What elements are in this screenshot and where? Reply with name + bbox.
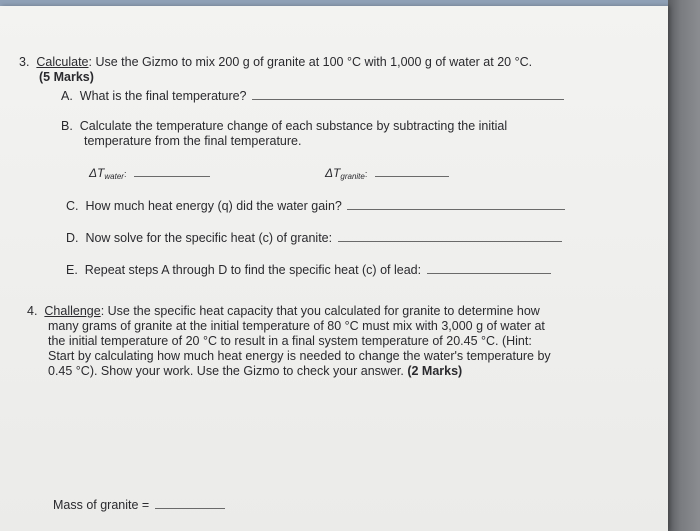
- q3-part-c: [66, 198, 565, 214]
- q4-marks: (2 Marks): [407, 364, 463, 378]
- q4-line-3: the initial temperature of 20 °C to result in a final system temperature of 20.45 °C. (Hint:: [48, 334, 532, 348]
- q3-a-letter: A.: [61, 89, 73, 103]
- q3-d-letter: D.: [66, 231, 79, 245]
- q3-c-letter: C.: [66, 199, 79, 213]
- q3-c-text: How much heat energy (q) did the water gain?: [85, 199, 342, 213]
- q4-label: Challenge: [44, 304, 101, 318]
- water-subscript: water: [104, 172, 124, 181]
- delta-granite-symbol: ΔT: [325, 166, 341, 180]
- q3-b-text-2: temperature from the final temperature.: [84, 134, 302, 148]
- delta-t-water-answer-line[interactable]: [134, 165, 210, 177]
- q3-header: [19, 55, 532, 70]
- background-edge: [668, 0, 700, 531]
- q3-part-e: [66, 262, 551, 278]
- delta-t-granite-answer-line[interactable]: [375, 165, 449, 177]
- water-colon: :: [123, 169, 127, 179]
- granite-specific-heat-answer-line[interactable]: [338, 230, 562, 242]
- q3-part-d: [66, 230, 562, 246]
- q4-header: [27, 304, 540, 319]
- q4-line-4: Start by calculating how much heat energy is needed to change the water's temperature by: [48, 349, 551, 363]
- q3-e-letter: E.: [66, 263, 78, 277]
- mass-of-granite-row: [53, 497, 225, 513]
- worksheet-page: [0, 6, 668, 531]
- q4-number: 4.: [27, 304, 38, 318]
- delta-water-symbol: ΔT: [89, 166, 105, 180]
- q3-d-text: Now solve for the specific heat (c) of granite:: [85, 231, 333, 245]
- q3-text: : Use the Gizmo to mix 200 g of granite at 100 °C with 1,000 g of water at 20 °C.: [88, 55, 533, 69]
- mass-of-granite-label: Mass of granite =: [53, 498, 150, 512]
- q4-line-5-wrap: [48, 364, 462, 379]
- granite-subscript: granite: [340, 172, 365, 181]
- q3-b-letter: B.: [61, 119, 73, 133]
- final-temperature-answer-line[interactable]: [252, 88, 564, 100]
- q3-part-b: [61, 119, 507, 134]
- q3-number: 3.: [19, 55, 30, 69]
- heat-energy-answer-line[interactable]: [347, 198, 565, 210]
- q3-label: Calculate: [36, 55, 89, 69]
- q3-a-text: What is the final temperature?: [79, 89, 247, 103]
- q4-line-1: : Use the specific heat capacity that you calculated for granite to determine how: [100, 304, 540, 318]
- mass-of-granite-answer-line[interactable]: [155, 497, 225, 509]
- q4-line-2: many grams of granite at the initial temperature of 80 °C must mix with 3,000 g of water at: [48, 319, 545, 333]
- delta-t-granite: [325, 165, 449, 184]
- q4-line-5: 0.45 °C). Show your work. Use the Gizmo to check your answer.: [48, 364, 404, 378]
- q3-b-text-1: Calculate the temperature change of each substance by subtracting the initial: [79, 119, 508, 133]
- q3-part-a: [61, 88, 564, 104]
- q3-e-text: Repeat steps A through D to find the specific heat (c) of lead:: [84, 263, 422, 277]
- granite-colon: :: [364, 169, 368, 179]
- q3-marks: (5 Marks): [39, 70, 94, 84]
- lead-specific-heat-answer-line[interactable]: [427, 262, 551, 274]
- delta-t-water: [89, 165, 210, 184]
